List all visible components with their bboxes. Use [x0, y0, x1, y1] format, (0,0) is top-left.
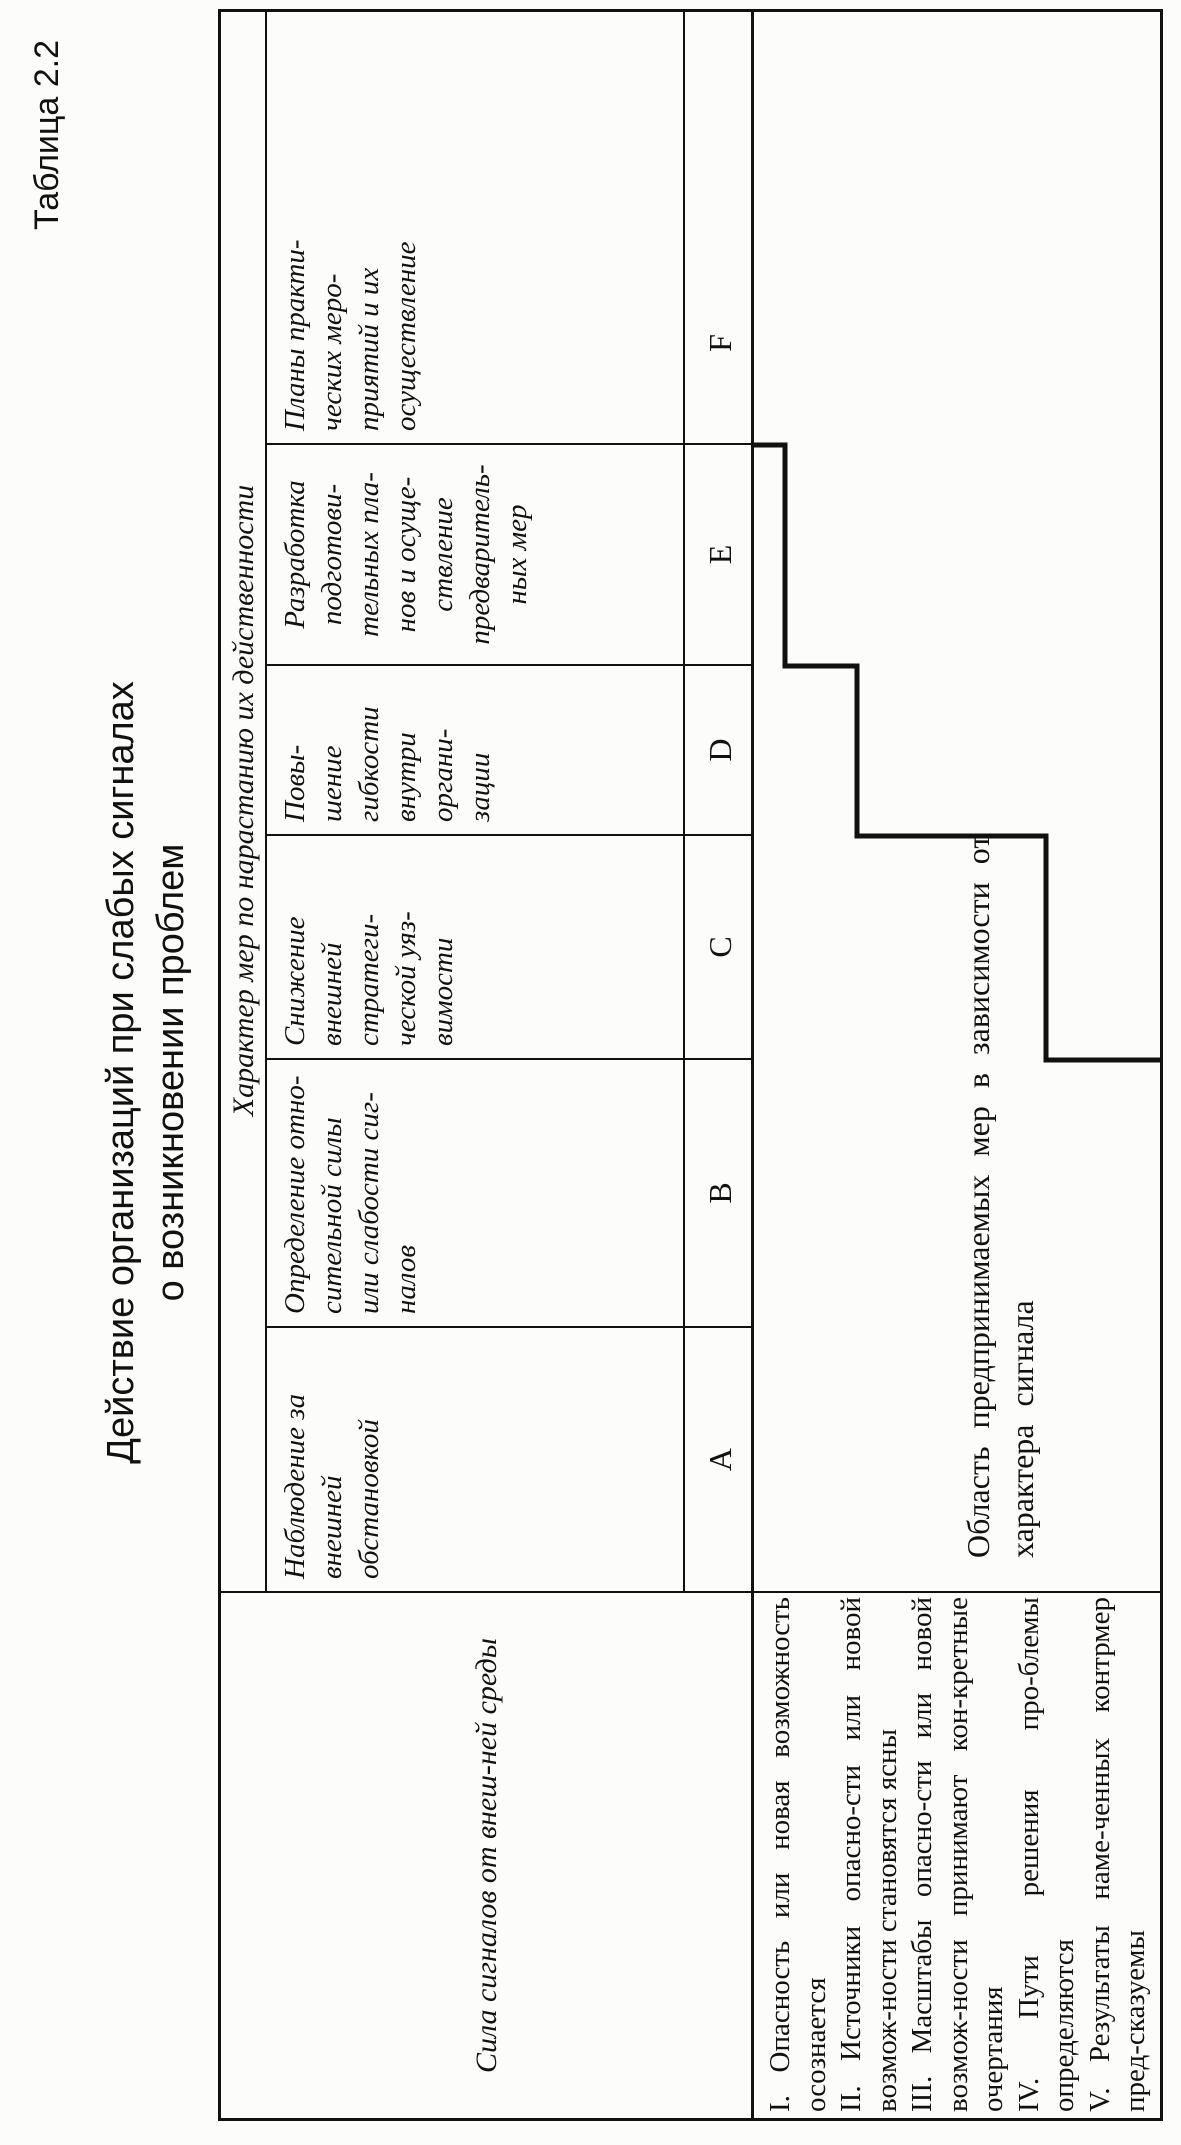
column-a-heading: Наблюдение за внешней обстановкой [279, 1393, 385, 1579]
column-d-letter: D [701, 738, 738, 762]
measures-region-caption: Область предпринимаемых мер в зависимости от характера сигнала [960, 834, 1040, 1558]
signal-strength-header: Сила сигналов от внеш-ней среды [470, 1638, 503, 2073]
measures-table [218, 9, 1163, 2121]
column-a-letter: A [701, 1447, 738, 1472]
column-c-heading: Снижение внешней стратеги-ческой уяз-вимости [279, 911, 459, 1046]
table-title-line-1: Действие организаций при слабых сигналах [100, 681, 142, 1464]
column-d-heading: Повы-шение гибкости внутри органи-зации [279, 706, 496, 822]
column-c-letter: C [701, 936, 738, 958]
table-title-line-2: о возникновении проблем [150, 843, 192, 1302]
column-f-heading: Планы практи-ческих меро-приятий и их осуществление [279, 239, 422, 431]
signal-level-5: V. Результаты наме-ченных контрмер пред-сказуемы [1083, 1597, 1151, 2112]
signal-level-3: III. Масштабы опасно-сти или новой возмож-ности принимают кон-кретные очертания [906, 1597, 1009, 2112]
signal-level-4: IV. Пути решения про-блемы определяются [1012, 1597, 1080, 2112]
signal-level-2: II. Источники опасно-сти или новой возмож-ности становятся ясны [835, 1597, 903, 2112]
column-b-letter: B [701, 1182, 738, 1204]
signal-levels-list [763, 1597, 1154, 2112]
table-number-label: Таблица 2.2 [28, 39, 66, 230]
column-e-heading: Разработка подготови-тельных пла-нов и осуще-ствление предваритель-ных мер [279, 464, 533, 645]
measures-group-header: Характер мер по нарастанию их действенности [227, 484, 260, 1117]
column-b-heading: Определение отно-сительной силы или слабости сиг-налов [279, 1075, 422, 1314]
column-e-letter: E [701, 544, 738, 565]
column-f-letter: F [701, 334, 738, 352]
signal-level-1: I. Опасность или новая возможность осознается [764, 1597, 832, 2112]
